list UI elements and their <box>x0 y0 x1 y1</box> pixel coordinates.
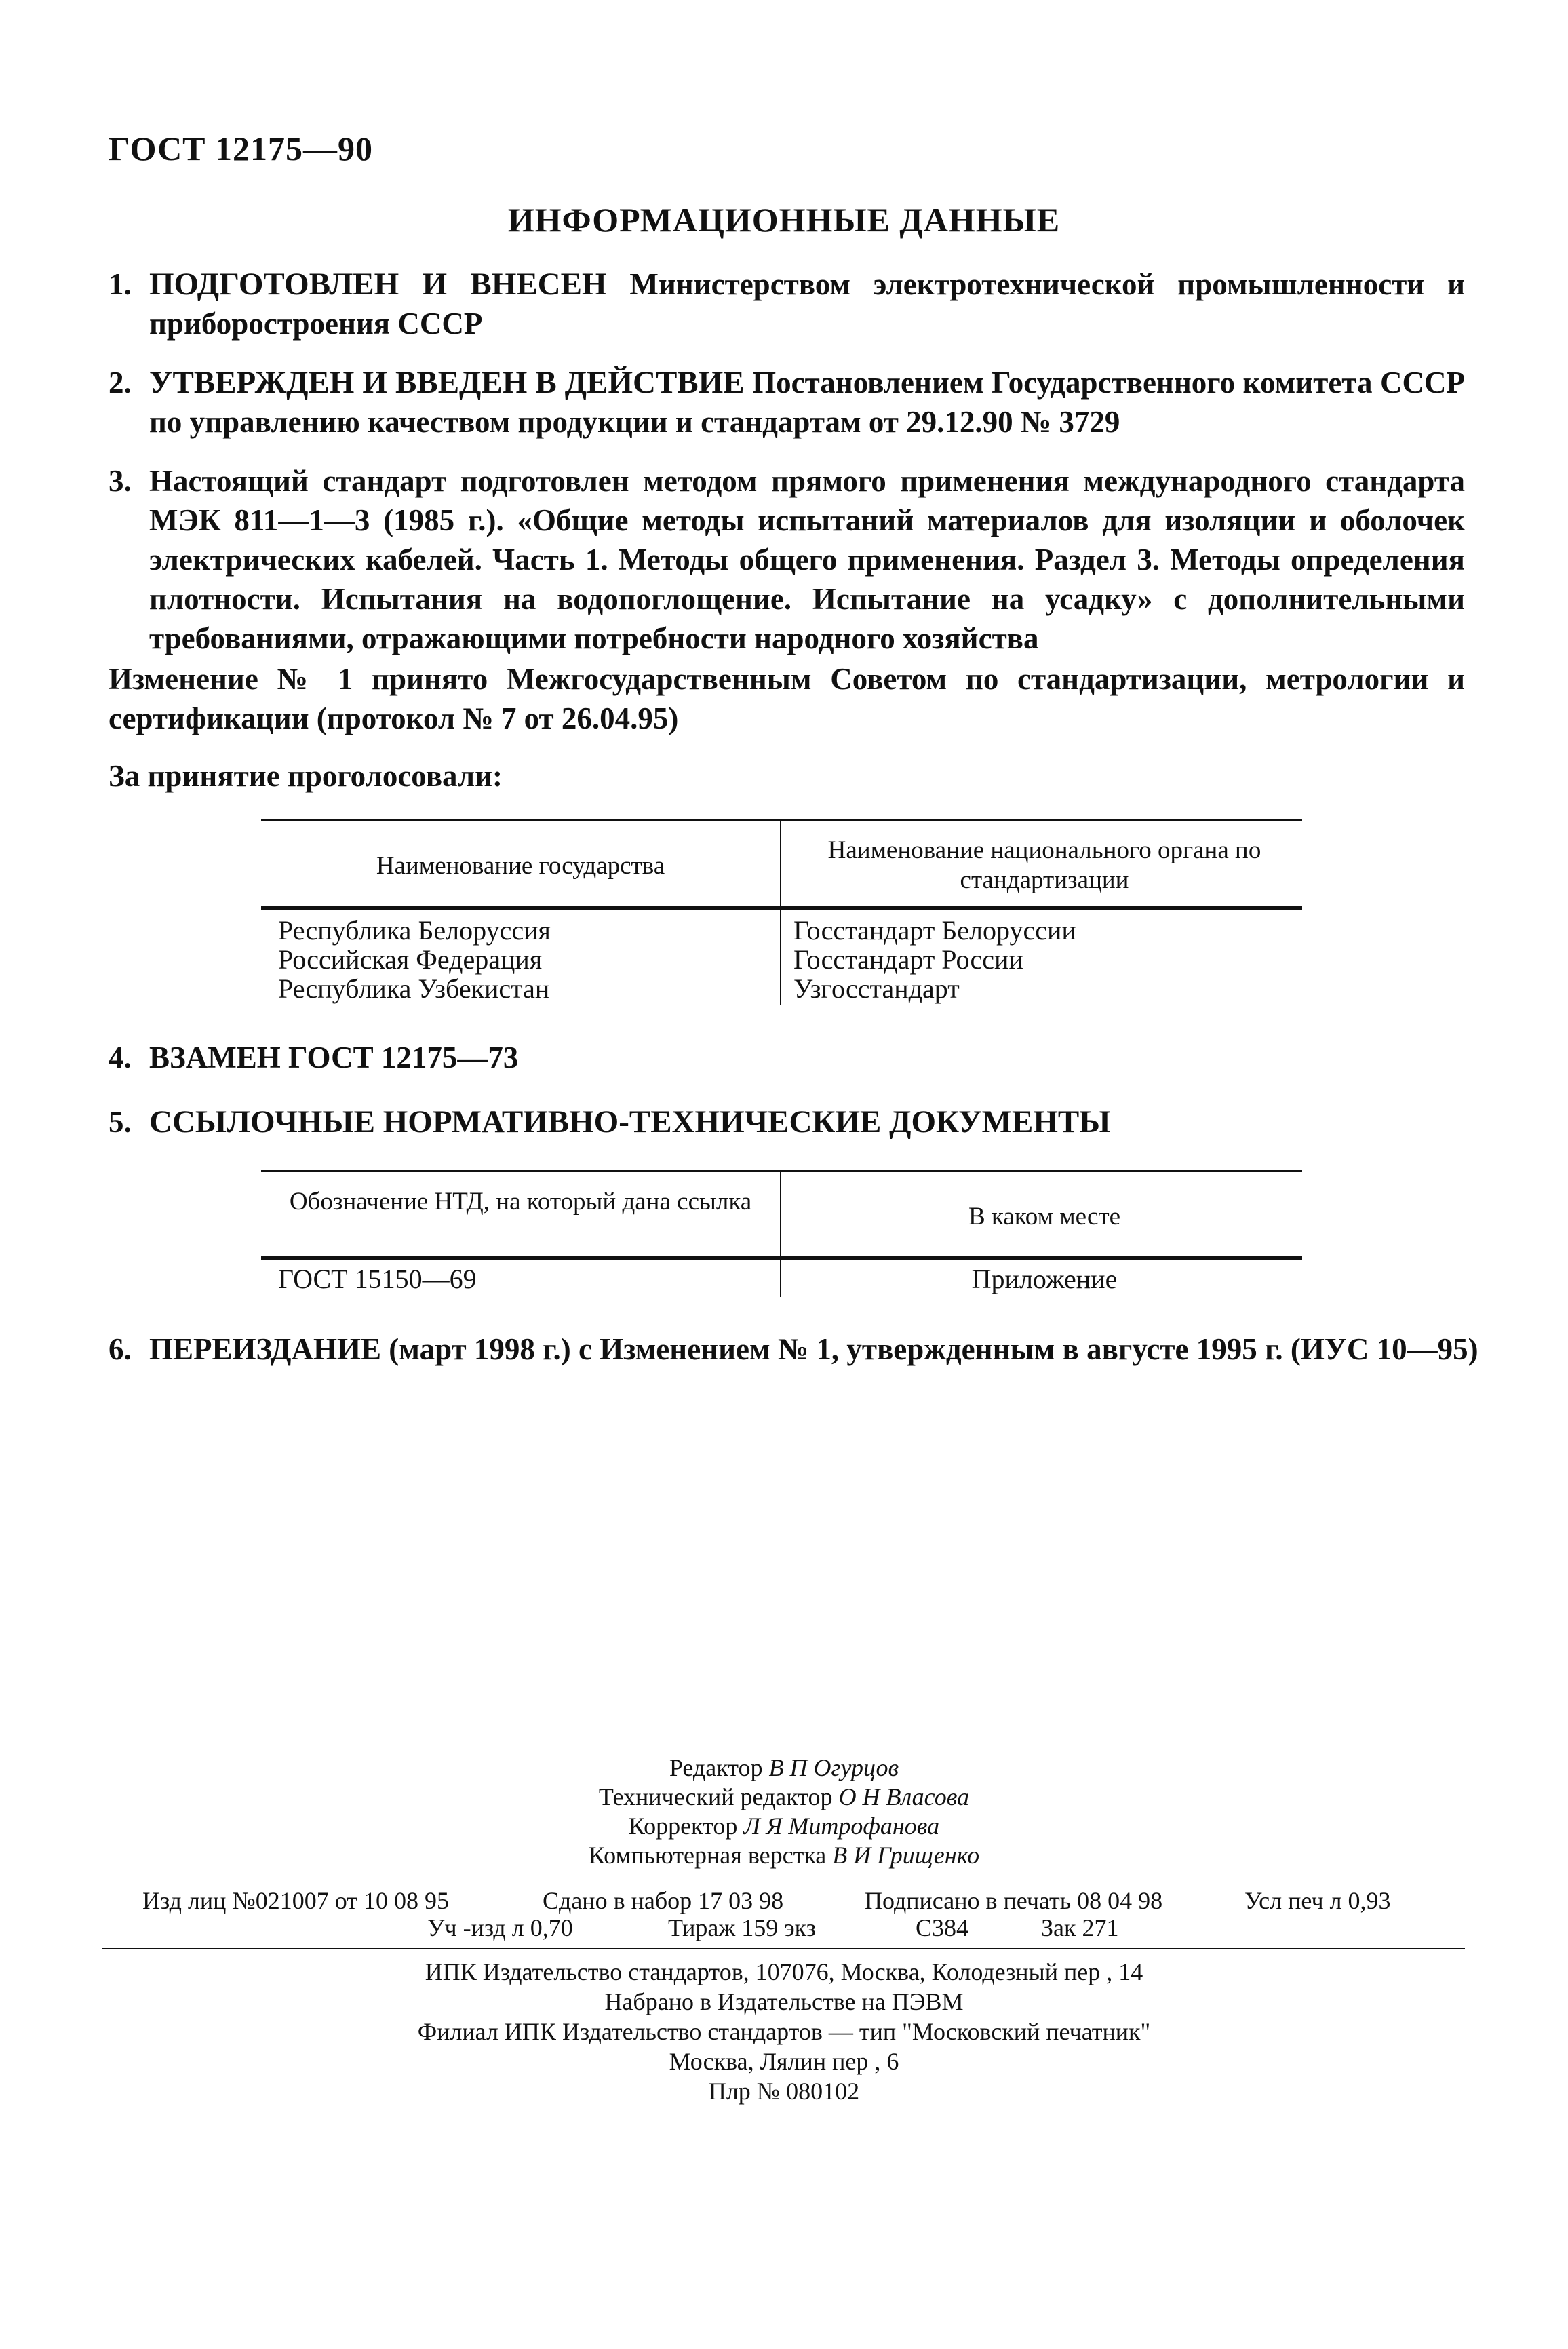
item-text: Настоящий стандарт подготовлен методом прямого применения международного стандарта МЭК 811—1—3 (1985 г.). «Общие методы испытаний материалов для изоляции и оболочек электрических кабелей. Часть 1. Методы общего применения. Раздел 3. Методы определения плотности. Испытания на водопоглощение. Испытание на усадку» с дополнительными требованиями, отражающими потребности народного хозяйства <box>149 464 1465 655</box>
credit-name: В П Огурцов <box>768 1754 899 1781</box>
item-number: 6. <box>109 1332 132 1366</box>
footer-line: Плр № 080102 <box>708 2078 860 2105</box>
info-item-3 <box>109 461 1465 658</box>
ref-table-top-rule <box>261 1170 1302 1172</box>
credit-role: Редактор <box>669 1754 763 1781</box>
pub-print-sheets: Усл печ л 0,93 <box>1244 1887 1391 1914</box>
pub-typeset: Сдано в набор 17 03 98 <box>543 1887 784 1914</box>
item-number: 1. <box>109 267 132 301</box>
table-cell: ГОСТ 15150—69 <box>278 1264 477 1294</box>
vote-table-top-rule <box>261 819 1302 821</box>
vote-table-header-rule <box>261 906 1302 910</box>
ref-table-divider <box>780 1171 781 1297</box>
credit-tech-editor <box>0 1783 1568 1812</box>
item-text: ПЕРЕИЗДАНИЕ (март 1998 г.) с Изменением № 1, утвержденным в августе 1995 г. (ИУС 10—95) <box>149 1332 1478 1366</box>
item-number: 4. <box>109 1041 132 1074</box>
table-cell: Республика Белоруссия <box>278 915 551 946</box>
item-text: ВЗАМЕН ГОСТ 12175—73 <box>149 1041 519 1074</box>
item-text: Министерством электротехнической промышленности и приборостроения СССР <box>149 267 1465 341</box>
amendment-note: Изменение № 1 принято Межгосударственным Советом по стандартизации, метрологии и сертификации (протокол № 7 от 26.04.95) <box>109 662 1465 735</box>
table-cell: Госстандарт Белоруссии <box>793 915 1076 946</box>
pub-signed: Подписано в печать 08 04 98 <box>865 1887 1163 1914</box>
credit-corrector <box>0 1812 1568 1841</box>
voted-label: За принятие проголосовали: <box>109 759 503 793</box>
vote-table-bodies <box>793 916 1076 1003</box>
item-text: ССЫЛОЧНЫЕ НОРМАТИВНО-ТЕХНИЧЕСКИЕ ДОКУМЕНТЫ <box>149 1104 1111 1140</box>
document-id: ГОСТ 12175—90 <box>109 130 374 168</box>
item-lead: ПОДГОТОВЛЕН И ВНЕСЕН <box>149 267 607 302</box>
table-cell: Российская Федерация <box>278 944 543 975</box>
footer-line: ИПК Издательство стандартов, 107076, Москва, Колодезный пер , 14 <box>425 1958 1143 1985</box>
pub-edit-sheets: Уч -изд л 0,70 <box>427 1914 573 1941</box>
footer-line: Филиал ИПК Издательство стандартов — тип "Московский печатник" <box>417 2018 1151 2045</box>
table-cell: Республика Узбекистан <box>278 973 550 1004</box>
credit-name: В И Грищенко <box>832 1842 980 1869</box>
table-cell: Приложение <box>971 1264 1118 1294</box>
credits <box>0 1753 1568 1870</box>
item-lead: УТВЕРЖДЕН И ВВЕДЕН В ДЕЙСТВИЕ <box>149 365 745 400</box>
item-text: Постановлением Государственного комитета СССР по управлению качеством продукции и стандартам от 29.12.90 № 3729 <box>149 366 1466 439</box>
pub-license: Изд лиц №021007 от 10 08 95 <box>142 1887 449 1914</box>
item-number: 2. <box>109 366 132 400</box>
page-title: ИНФОРМАЦИОННЫЕ ДАННЫЕ <box>507 201 1061 239</box>
footer-line: Москва, Лялин пер , 6 <box>669 2048 899 2075</box>
vote-table-divider <box>780 821 781 1005</box>
footer-divider <box>102 1948 1465 1949</box>
table-cell: Госстандарт России <box>793 944 1023 975</box>
credit-layout <box>0 1841 1568 1870</box>
info-item-4 <box>109 1038 1465 1077</box>
info-item-1 <box>109 265 1465 343</box>
vote-table-header-state: Наименование государства <box>376 852 665 880</box>
ref-table-header-rule <box>261 1256 1302 1260</box>
table-cell: Узгосстандарт <box>793 973 960 1004</box>
vote-table-header-body: Наименование национального органа по стандартизации <box>827 836 1261 894</box>
credit-role: Корректор <box>628 1812 738 1840</box>
pub-run: Тираж 159 экз <box>668 1914 816 1941</box>
vote-table-states <box>278 916 551 1003</box>
ref-table-header-place: В каком месте <box>968 1203 1121 1230</box>
info-item-5 <box>109 1102 1465 1142</box>
ref-table-header-doc: Обозначение НТД, на который дана ссылка <box>289 1188 752 1216</box>
pub-order: Зак 271 <box>1041 1914 1119 1941</box>
pub-code: С384 <box>916 1914 969 1941</box>
credit-name: О Н Власова <box>838 1783 970 1810</box>
credit-editor <box>0 1753 1568 1783</box>
info-item-2 <box>109 363 1465 442</box>
credit-role: Технический редактор <box>598 1783 833 1810</box>
info-item-6 <box>109 1329 1506 1369</box>
footer-line: Набрано в Издательстве на ПЭВМ <box>604 1988 964 2015</box>
item-number: 5. <box>109 1105 132 1139</box>
item-number: 3. <box>109 464 132 498</box>
credit-role: Компьютерная верстка <box>588 1842 827 1869</box>
publisher-footer <box>0 1957 1568 2106</box>
credit-name: Л Я Митрофанова <box>743 1812 940 1840</box>
